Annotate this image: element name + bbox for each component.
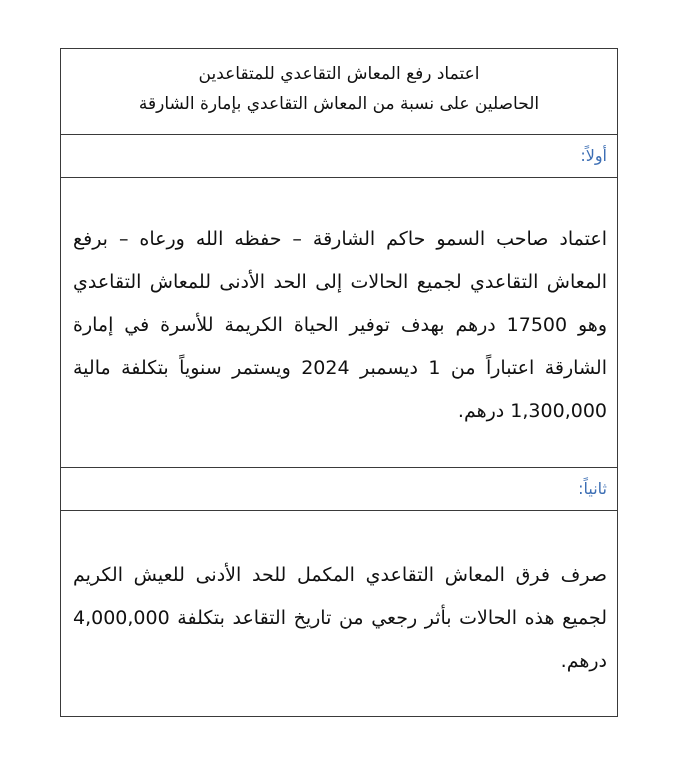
section-2-line-2: لجميع هذه الحالات بأثر رجعي من تاريخ التقاعد بتكلفة 4,000,000 — [73, 607, 607, 629]
section-1-label-cell — [61, 135, 617, 178]
section-2-label: ثانياً: — [578, 479, 607, 498]
section-1-line-2: المعاش التقاعدي لجميع الحالات إلى الحد الأدنى للمعاش التقاعدي — [73, 271, 607, 293]
title-line-2: الحاصلين على نسبة من المعاش التقاعدي بإمارة الشارقة — [138, 94, 540, 114]
section-1-paragraph — [61, 218, 617, 433]
section-2-label-cell — [61, 468, 617, 511]
section-1-line-4: الشارقة اعتباراً من 1 ديسمبر 2024 ويستمر سنوياً بتكلفة مالية — [73, 357, 607, 379]
section-1-label: أولاً: — [580, 146, 607, 165]
document-table — [60, 48, 618, 717]
title-cell — [61, 49, 617, 135]
section-2-body-cell — [61, 511, 617, 717]
section-1-body-cell — [61, 178, 617, 468]
title-line-1: اعتماد رفع المعاش التقاعدي للمتقاعدين — [198, 64, 480, 84]
section-2-paragraph — [61, 554, 617, 683]
section-1-line-1: اعتماد صاحب السمو حاكم الشارقة – حفظه الله ورعاه – برفع — [73, 228, 607, 250]
section-1-line-5: 1,300,000 درهم. — [457, 400, 607, 422]
section-2-line-1: صرف فرق المعاش التقاعدي المكمل للحد الأدنى للعيش الكريم — [73, 564, 607, 586]
section-1-line-3: وهو 17500 درهم بهدف توفير الحياة الكريمة للأسرة في إمارة — [73, 314, 607, 336]
section-2-line-3: درهم. — [560, 650, 607, 672]
